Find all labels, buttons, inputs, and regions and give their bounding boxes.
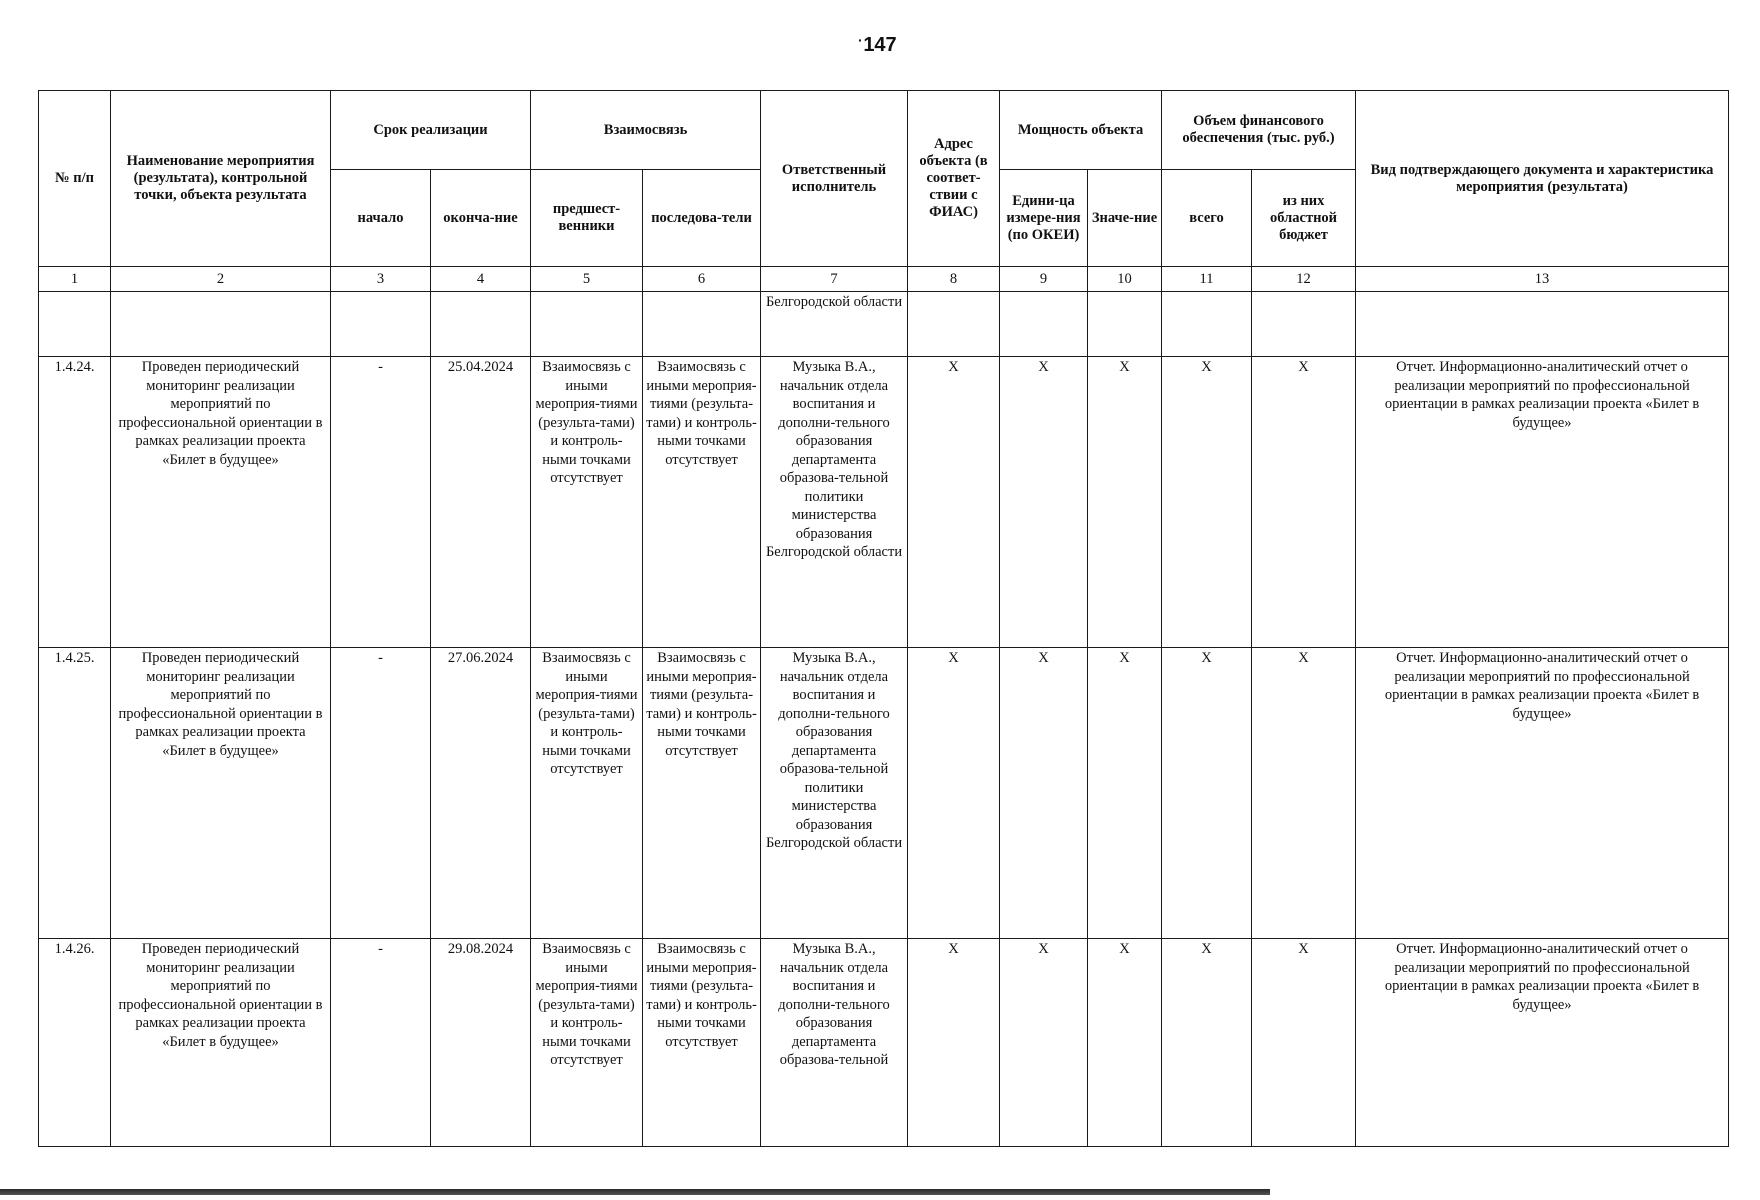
header-link: Взаимосвязь: [531, 91, 761, 170]
cell-regional: X: [1252, 939, 1356, 1147]
cell-regional: X: [1252, 357, 1356, 648]
cell-total: X: [1162, 939, 1252, 1147]
column-number: 12: [1252, 267, 1356, 292]
cell-num: 1.4.26.: [39, 939, 111, 1147]
header-term: Срок реализации: [331, 91, 531, 170]
table-row: [39, 648, 1729, 939]
header-finance: Объем финансового обеспечения (тыс. руб.): [1162, 91, 1356, 170]
header-address: Адрес объекта (в соответ-ствии с ФИАС): [908, 91, 1000, 267]
cell-empty: [1252, 292, 1356, 357]
column-number: 7: [761, 267, 908, 292]
implementation-plan-table: [38, 90, 1729, 1147]
cell-document: Отчет. Информационно-аналитический отчет о реализации мероприятий по профессиональной ориентации в рамках реализации проекта «Билет в будущее»: [1356, 939, 1729, 1147]
page-bottom-rule: [0, 1189, 1270, 1195]
cell-prev: Взаимосвязь с иными мероприя-тиями (результа-тами) и контроль-ными точками отсутствует: [531, 939, 643, 1147]
table-row: [39, 939, 1729, 1147]
cell-total: X: [1162, 648, 1252, 939]
cell-empty: [531, 292, 643, 357]
cell-end: 29.08.2024: [431, 939, 531, 1147]
cell-empty: [431, 292, 531, 357]
cell-end: 27.06.2024: [431, 648, 531, 939]
header-responsible: Ответственный исполнитель: [761, 91, 908, 267]
page-number-text: 147: [863, 34, 897, 56]
column-number-row: [39, 267, 1729, 292]
cell-end: 25.04.2024: [431, 357, 531, 648]
cell-address: X: [908, 939, 1000, 1147]
cell-document: Отчет. Информационно-аналитический отчет о реализации мероприятий по профессиональной ориентации в рамках реализации проекта «Билет в будущее»: [1356, 357, 1729, 648]
cell-regional: X: [1252, 648, 1356, 939]
cell-value: X: [1088, 357, 1162, 648]
header-capacity-unit: Едини-ца измере-ния (по ОКЕИ): [1000, 170, 1088, 267]
cell-num: 1.4.24.: [39, 357, 111, 648]
cell-value: X: [1088, 648, 1162, 939]
cell-num: 1.4.25.: [39, 648, 111, 939]
header-num: № п/п: [39, 91, 111, 267]
header-finance-total: всего: [1162, 170, 1252, 267]
column-number: 13: [1356, 267, 1729, 292]
column-number: 2: [111, 267, 331, 292]
column-number: 6: [643, 267, 761, 292]
cell-value: X: [1088, 939, 1162, 1147]
cell-next: Взаимосвязь с иными мероприя-тиями (результа-тами) и контроль-ными точками отсутствует: [643, 648, 761, 939]
cell-total: X: [1162, 357, 1252, 648]
cell-unit: X: [1000, 939, 1088, 1147]
header-term-start: начало: [331, 170, 431, 267]
cell-empty: [643, 292, 761, 357]
cell-empty: [111, 292, 331, 357]
column-number: 1: [39, 267, 111, 292]
column-number: 4: [431, 267, 531, 292]
header-link-next: последова-тели: [643, 170, 761, 267]
page-mark: ·: [858, 32, 863, 48]
continuation-row: [39, 292, 1729, 357]
header-capacity: Мощность объекта: [1000, 91, 1162, 170]
cell-responsible: Музыка В.А., начальник отдела воспитания и дополни-тельного образования департамента образова-тельной: [761, 939, 908, 1147]
header-finance-regional: из них областной бюджет: [1252, 170, 1356, 267]
column-number: 11: [1162, 267, 1252, 292]
cell-empty: [39, 292, 111, 357]
cell-next: Взаимосвязь с иными мероприя-тиями (результа-тами) и контроль-ными точками отсутствует: [643, 939, 761, 1147]
cell-start: -: [331, 648, 431, 939]
header-term-end: оконча-ние: [431, 170, 531, 267]
cell-unit: X: [1000, 648, 1088, 939]
cell-empty: [331, 292, 431, 357]
cell-empty: [1000, 292, 1088, 357]
header-link-prev: предшест-венники: [531, 170, 643, 267]
header-capacity-value: Значе-ние: [1088, 170, 1162, 267]
cell-document: Отчет. Информационно-аналитический отчет о реализации мероприятий по профессиональной ориентации в рамках реализации проекта «Билет в будущее»: [1356, 648, 1729, 939]
cell-responsible: Музыка В.А., начальник отдела воспитания и дополни-тельного образования департамента образова-тельной политики министерства образования Белгородской области: [761, 648, 908, 939]
cell-start: -: [331, 939, 431, 1147]
column-number: 8: [908, 267, 1000, 292]
cell-name: Проведен периодический мониторинг реализации мероприятий по профессиональной ориентации в рамках реализации проекта «Билет в будущее»: [111, 939, 331, 1147]
cell-name: Проведен периодический мониторинг реализации мероприятий по профессиональной ориентации в рамках реализации проекта «Билет в будущее»: [111, 648, 331, 939]
cell-empty: [908, 292, 1000, 357]
table-row: [39, 357, 1729, 648]
cell-responsible: Музыка В.А., начальник отдела воспитания и дополни-тельного образования департамента образова-тельной политики министерства образования Белгородской области: [761, 357, 908, 648]
cell-address: X: [908, 357, 1000, 648]
cell-empty: [1162, 292, 1252, 357]
header-name: Наименование мероприятия (результата), контрольной точки, объекта результата: [111, 91, 331, 267]
column-number: 10: [1088, 267, 1162, 292]
cell-name: Проведен периодический мониторинг реализации мероприятий по профессиональной ориентации в рамках реализации проекта «Билет в будущее»: [111, 357, 331, 648]
page-number: [0, 34, 1760, 57]
cell-responsible: Белгородской области: [761, 292, 908, 357]
cell-next: Взаимосвязь с иными мероприя-тиями (результа-тами) и контроль-ными точками отсутствует: [643, 357, 761, 648]
cell-empty: [1356, 292, 1729, 357]
cell-address: X: [908, 648, 1000, 939]
cell-prev: Взаимосвязь с иными мероприя-тиями (результа-тами) и контроль-ными точками отсутствует: [531, 648, 643, 939]
header-row-1: [39, 91, 1729, 170]
cell-prev: Взаимосвязь с иными мероприя-тиями (результа-тами) и контроль-ными точками отсутствует: [531, 357, 643, 648]
header-document: Вид подтверждающего документа и характеристика мероприятия (результата): [1356, 91, 1729, 267]
column-number: 9: [1000, 267, 1088, 292]
column-number: 3: [331, 267, 431, 292]
cell-start: -: [331, 357, 431, 648]
cell-unit: X: [1000, 357, 1088, 648]
column-number: 5: [531, 267, 643, 292]
cell-empty: [1088, 292, 1162, 357]
